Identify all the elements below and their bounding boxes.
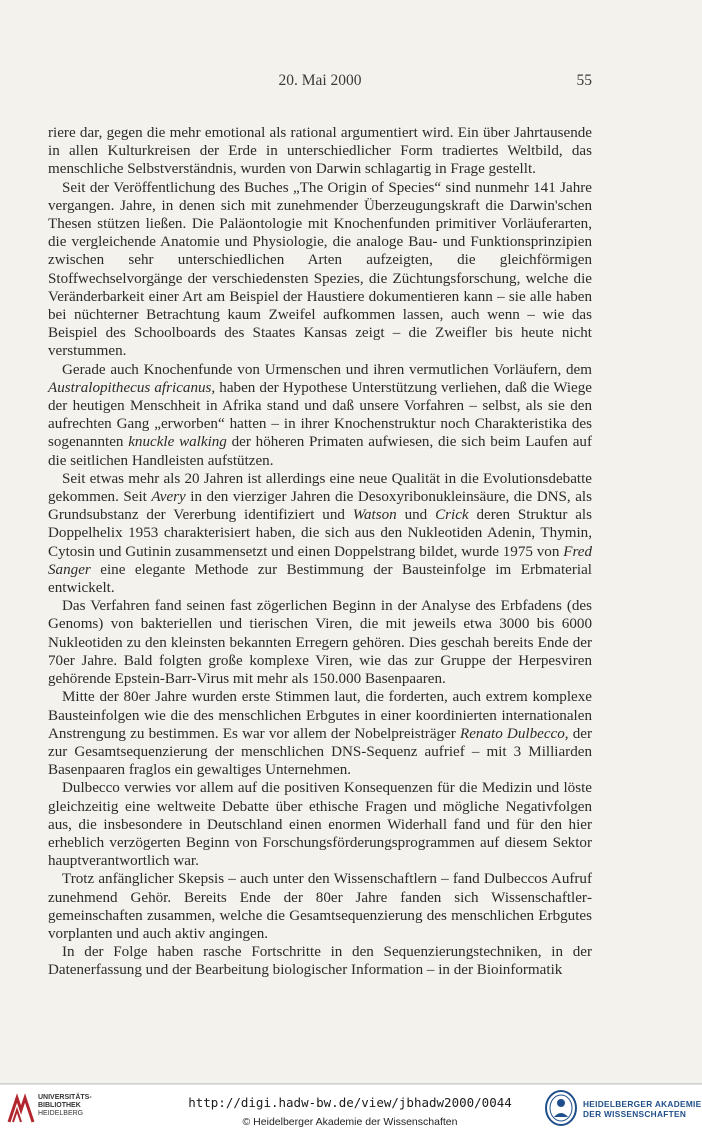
library-name-line-2: BIBLIOTHEK xyxy=(38,1102,81,1109)
text-run: , der zur Gesamtsequenzierung der menschlichen DNS-Sequenz aufrief – mit 3 Milliarden Basenpaaren fraglos ein gewaltiges Unternehmen. xyxy=(48,725,592,779)
paragraph xyxy=(48,779,592,870)
text-run: Seit etwas mehr als 20 Jahren ist allerdings eine neue Qualität in die Evolutionsdebatte gekommen. Seit xyxy=(48,470,592,506)
text-run: Trotz anfänglicher Skepsis – auch unter den Wissenschaftlern – fand Dulbeccos Aufruf zunehmend Gehör. Bereits Ende der 80er Jahre fanden sich Wissenschaftlergemeinschaften zusammen, welche die Gesamtsequenzierung des menschlichen Erbgutes vorplanten und auch aktiv angingen. xyxy=(48,871,592,942)
university-library-logo-icon xyxy=(6,1092,36,1126)
page-header xyxy=(48,72,592,96)
academy-name-line-1: HEIDELBERGER AKADEMIE xyxy=(583,1099,702,1109)
text-run: Dulbecco verwies vor allem auf die positiven Konsequenzen für die Medizin und löste gleichzeitig eine weltweite Debatte über ethische Fragen und mögliche Negativfolgen aus, die insbesondere in Deutschland einen enormen Widerhall fand und für den hier erheblich verzögerten Beginn von Forschungsförderungsprogrammen auf diesem Sektor hauptverantwortlich war. xyxy=(48,780,592,870)
italic-run: knuckle walking xyxy=(128,434,227,451)
italic-run: Renato Dulbecco xyxy=(459,725,565,742)
academy-name-line-2: DER WISSENSCHAFTEN xyxy=(583,1109,687,1119)
text-run: Mitte der 80er Jahre wurden erste Stimmen laut, die forderten, auch extrem komplexe Bausteinfolgen wie die des menschlichen Erbgutes in einer koordinierten internationalen Anstrengung zu bestimmen. Es war vor allem der Nobelpreisträger xyxy=(48,689,592,742)
italic-run: Fred Sanger xyxy=(48,543,592,578)
text-run: in den vierziger Jahren die Desoxyribonukleinsäure, die DNS, als Grundsubstanz der Vererbung identifiziert und xyxy=(48,489,592,524)
text-run: , haben der Hypothese Unterstützung verliehen, daß die Wiege der heutigen Menschheit in Afrika stand und daß unsere Vorfahren – selbst, als sie den aufrechten Gang „erworben“ hatten – in ihrer Knochenstruktur noch Charakteristika des sogenannten xyxy=(48,379,592,451)
italic-run: Avery xyxy=(151,489,186,506)
text-run: eine elegante Methode zur Bestimmung der Bausteinfolge im Erbmaterial entwickelt. xyxy=(48,561,592,597)
paragraph xyxy=(48,361,592,470)
text-run: deren Struktur als Doppelhelix 1953 charakterisiert haben, die sich aus den Nukleotiden Adenin, Thymin, Cytosin und Gutinin zusammensetzt und einen Doppelstrang bildet, wurde 1975 von xyxy=(48,507,592,560)
academy-seal-icon xyxy=(544,1089,578,1127)
paragraph xyxy=(48,179,592,361)
italic-run: Crick xyxy=(435,507,469,524)
paragraph xyxy=(48,870,592,943)
academy-name xyxy=(583,1099,701,1119)
library-city: HEIDELBERG xyxy=(38,1110,84,1117)
text-run: riere dar, gegen die mehr emotional als rational argumentiert wird. Ein über Jahrtausende in allen Kulturkreisen der Erde in unterschiedlicher Form tradiertes Weltbild, das menschliche Selbstverständnis, wurden von Darwin schlagartig in Frage gestellt. xyxy=(48,125,592,178)
university-library-name xyxy=(38,1094,92,1118)
library-name-line-1: UNIVERSITÄTS- xyxy=(38,1094,92,1101)
text-run: Gerade auch Knochenfunde von Urmenschen und ihren vermutlichen Vorläufern, dem xyxy=(62,361,592,378)
text-run: der höheren Primaten aufwiesen, die sich beim Laufen auf die seitlichen Handleisten aufstützen. xyxy=(48,434,592,469)
paragraph xyxy=(48,943,592,979)
paragraph xyxy=(48,688,592,779)
text-run: und xyxy=(396,507,436,524)
paragraph xyxy=(48,124,592,179)
copyright-notice: © Heidelberger Akademie der Wissenschaften xyxy=(242,1116,458,1128)
permalink-url[interactable]: http://digi.hadw-bw.de/view/jbhadw2000/0044 xyxy=(188,1095,512,1110)
italic-run: Watson xyxy=(352,507,397,524)
italic-run: Australopithecus africanus xyxy=(48,379,212,396)
body-text xyxy=(48,124,592,980)
paragraph xyxy=(48,597,592,688)
page-number: 55 xyxy=(576,72,592,89)
paragraph xyxy=(48,470,592,597)
text-run: In der Folge haben rasche Fortschritte in den Sequenzierungstechniken, in der Datenerfassung und der Bearbeitung biologischer Information – in der Bioinformatik xyxy=(48,944,592,979)
text-run: Seit der Veröffentlichung des Buches „The Origin of Species“ sind nunmehr 141 Jahre vergangen. Jahre, in denen sich mit zunehmender Überzeugungskraft die Darwin'schen Thesen stützen ließen. Die Paläontologie mit Knochenfunden primitiver Vorläuferarten, die vergleichende Anatomie und Physiologie, die analoge Bau- und Funktionsprinzipien zwischen sehr unterschiedlichen Arten aufzeigten, die gleichförmigen Stoffwechselvorgänge der verschiedensten Spezies, die Züchtungsforschung, welche die Veränderbarkeit einer Art am Beispiel der Haustiere dokumentieren kann – sie alle haben bei nüchterner Betrachtung kaum Zweifel aufkommen lassen, auch wenn – wie das Beispiel des Schoolboards des Staates Kansas zeigt – die Zweifler bis heute nicht verstummen. xyxy=(48,179,592,360)
running-title: 20. Mai 2000 xyxy=(278,72,362,89)
text-run: Das Verfahren fand seinen fast zögerlichen Beginn in der Analyse des Erbfadens (des Genoms) von bakteriellen und tierischen Viren, die mit jeweils etwa 3000 bis 6000 Nukleotiden zu den kleinsten bekannten Erregern gehören. Dies geschah bereits Ende der 70er Jahre. Bald folgten große komplexe Viren, wie das zur Gruppe der Herpesviren gehörende Epstein-Barr-Virus mit mehr als 150.000 Basenpaaren. xyxy=(48,598,592,688)
